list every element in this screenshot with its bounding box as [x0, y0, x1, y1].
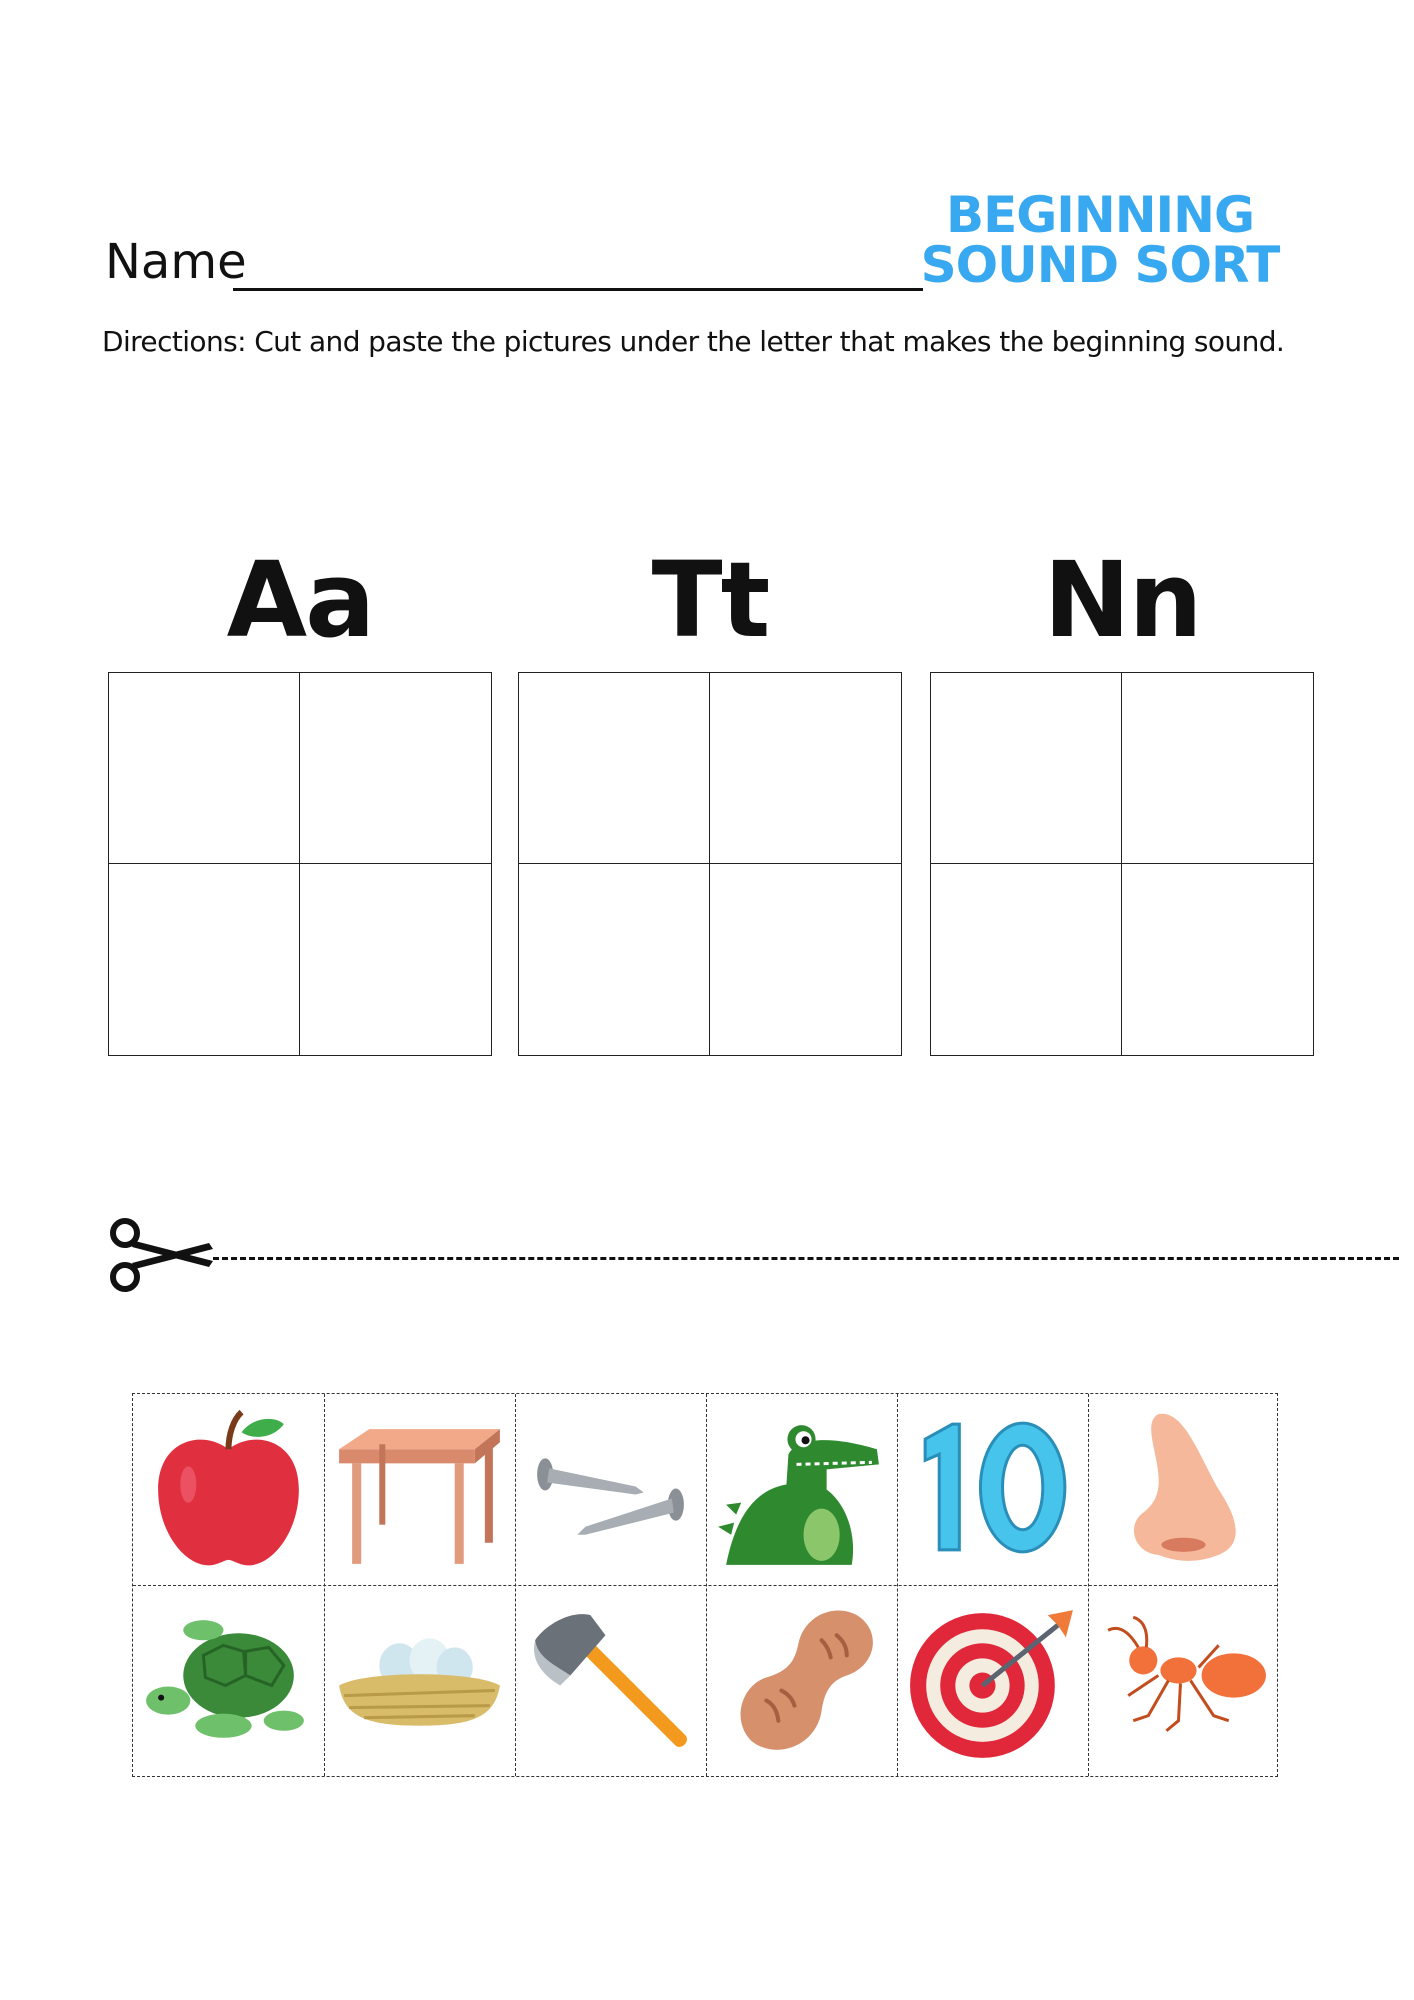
paste-cell[interactable]	[519, 864, 710, 1055]
name-row	[105, 232, 925, 292]
letter-heading-n: Nn	[1043, 539, 1201, 661]
title-line-1: BEGINNING	[945, 186, 1255, 244]
picture-card[interactable]	[133, 1585, 324, 1776]
sort-box-t	[518, 672, 902, 1056]
paste-cell[interactable]	[300, 864, 491, 1055]
paste-cell[interactable]	[1122, 673, 1313, 864]
table-icon	[324, 1394, 515, 1585]
axe-icon	[515, 1585, 706, 1776]
dashed-cut-line	[213, 1257, 1399, 1260]
nest-icon	[324, 1585, 515, 1776]
paste-cell[interactable]	[109, 864, 300, 1055]
sort-box-a	[108, 672, 492, 1056]
nails-icon	[515, 1394, 706, 1585]
picture-card[interactable]	[515, 1585, 706, 1776]
picture-card[interactable]	[324, 1585, 515, 1776]
picture-card[interactable]	[515, 1394, 706, 1585]
turtle-icon	[133, 1585, 324, 1776]
letter-heading-a: Aa	[226, 539, 374, 661]
peanut-icon	[706, 1585, 897, 1776]
ten-icon	[897, 1394, 1088, 1585]
picture-card[interactable]	[1088, 1585, 1279, 1776]
apple-icon	[133, 1394, 324, 1585]
paste-cell[interactable]	[519, 673, 710, 864]
picture-grid	[132, 1393, 1278, 1777]
letter-heading-t: Tt	[651, 539, 769, 661]
paste-cell[interactable]	[931, 673, 1122, 864]
picture-card[interactable]	[1088, 1394, 1279, 1585]
nose-icon	[1088, 1394, 1279, 1585]
sort-box-n	[930, 672, 1314, 1056]
name-write-line[interactable]	[233, 288, 923, 291]
paste-cell[interactable]	[1122, 864, 1313, 1055]
picture-card[interactable]	[324, 1394, 515, 1585]
picture-card[interactable]	[706, 1585, 897, 1776]
paste-cell[interactable]	[931, 864, 1122, 1055]
picture-card[interactable]	[897, 1394, 1088, 1585]
target-icon	[897, 1585, 1088, 1776]
picture-card[interactable]	[706, 1394, 897, 1585]
name-label: Name	[105, 234, 247, 290]
alligator-icon	[706, 1394, 897, 1585]
ant-icon	[1088, 1585, 1279, 1776]
picture-card[interactable]	[897, 1585, 1088, 1776]
paste-cell[interactable]	[109, 673, 300, 864]
directions-text: Directions: Cut and paste the pictures under the letter that makes the beginning sound.	[102, 325, 1285, 358]
title-line-2: SOUND SORT	[920, 236, 1280, 294]
worksheet-title	[920, 186, 1280, 294]
paste-cell[interactable]	[300, 673, 491, 864]
scissors-icon	[105, 1215, 220, 1295]
cut-line-row	[105, 1215, 1305, 1295]
picture-card[interactable]	[133, 1394, 324, 1585]
paste-cell[interactable]	[710, 864, 901, 1055]
paste-cell[interactable]	[710, 673, 901, 864]
